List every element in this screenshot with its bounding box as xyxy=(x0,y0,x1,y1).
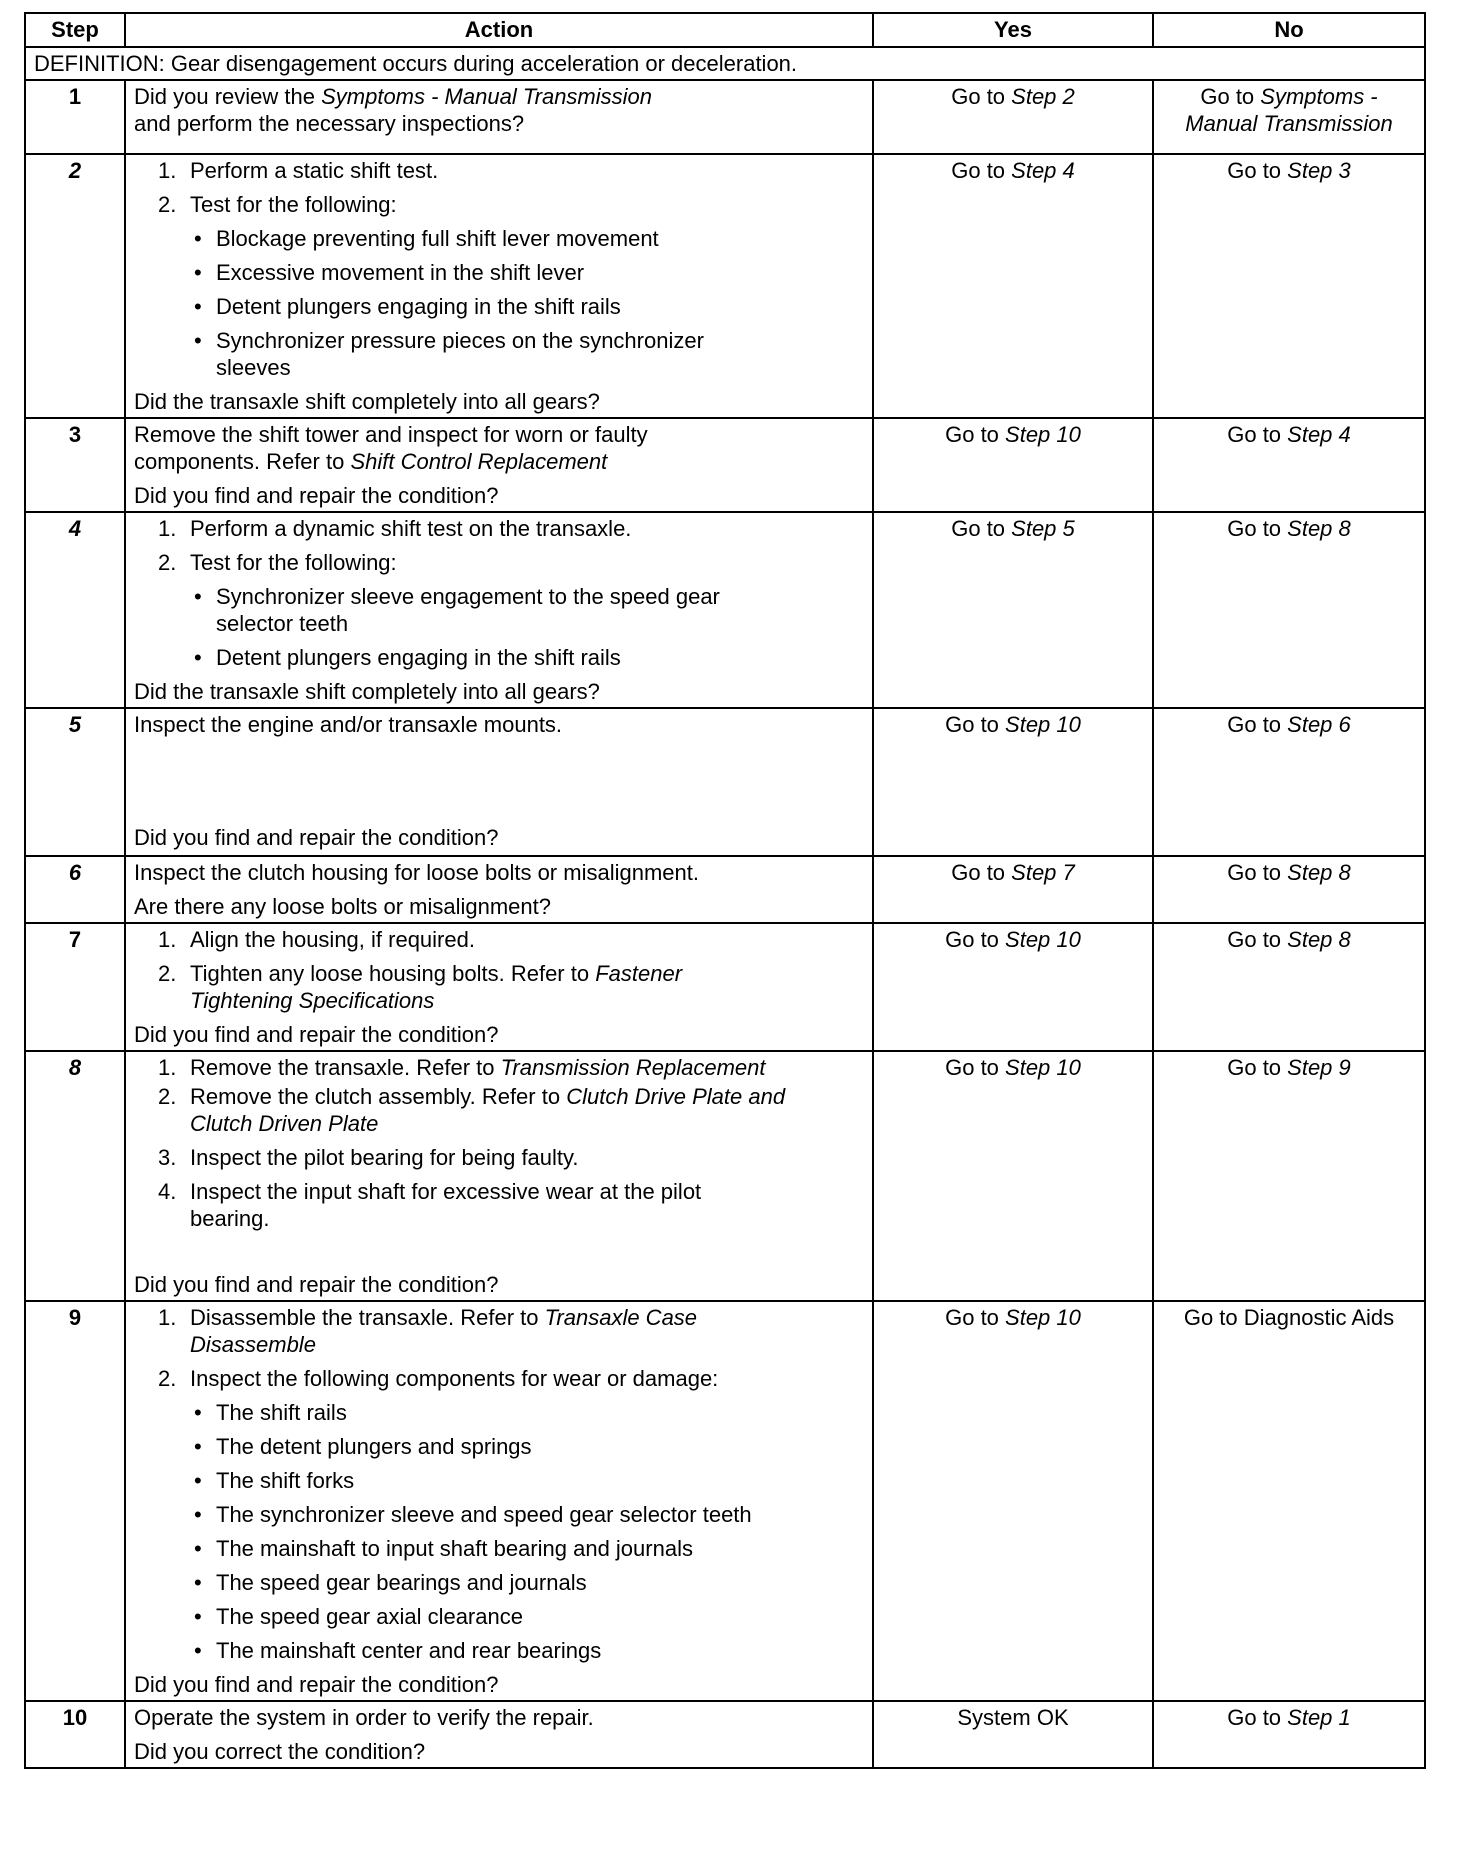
no-cell: Go to Symptoms - Manual Transmission xyxy=(1153,80,1425,154)
table-row xyxy=(25,80,1425,154)
list-item: 4. Inspect the input shaft for excessive wear at the pilot bearing. xyxy=(158,1179,702,1231)
action-text: Inspect the clutch housing for loose bolts or misalignment. xyxy=(134,860,699,885)
table-row xyxy=(25,1051,1425,1301)
list-item: • The shift rails xyxy=(194,1400,347,1425)
yes-cell: Go to Step 10 xyxy=(873,708,1153,856)
action-text: Did you review the Symptoms - Manual Transmission xyxy=(134,84,652,109)
list-item: • The speed gear axial clearance xyxy=(194,1604,523,1629)
table-row xyxy=(25,708,1425,856)
no-cell: Go to Step 1 xyxy=(1153,1701,1425,1768)
step-number: 7 xyxy=(25,923,125,1051)
step-number: 4 xyxy=(25,512,125,708)
action-cell xyxy=(125,708,873,856)
step-number: 1 xyxy=(25,80,125,154)
list-item: 1. Remove the transaxle. Refer to Transmission Replacement xyxy=(158,1055,766,1080)
action-cell xyxy=(125,923,873,1051)
yes-cell: Go to Step 4 xyxy=(873,154,1153,418)
action-cell xyxy=(125,856,873,923)
yes-cell: Go to Step 7 xyxy=(873,856,1153,923)
list-item: • Excessive movement in the shift lever xyxy=(194,260,585,285)
action-text: Remove the shift tower and inspect for worn or faulty components. Refer to Shift Control Replacement xyxy=(134,422,648,474)
no-cell: Go to Step 6 xyxy=(1153,708,1425,856)
action-question: Did you correct the condition? xyxy=(134,1739,426,1764)
header-row xyxy=(25,13,1425,47)
list-item: • The shift forks xyxy=(194,1468,355,1493)
definition-text: DEFINITION: Gear disengagement occurs during acceleration or deceleration. xyxy=(25,47,1425,80)
no-cell: Go to Step 4 xyxy=(1153,418,1425,512)
no-cell: Go to Diagnostic Aids xyxy=(1153,1301,1425,1701)
yes-cell: Go to Step 10 xyxy=(873,923,1153,1051)
list-item: 1. Disassemble the transaxle. Refer to Transaxle Case Disassemble xyxy=(158,1305,698,1357)
action-question: Did you find and repair the condition? xyxy=(134,1022,499,1047)
list-item: • Detent plungers engaging in the shift rails xyxy=(194,645,621,670)
action-question: Did you find and repair the condition? xyxy=(134,1272,499,1297)
list-item: 2. Tighten any loose housing bolts. Refer to Fastener Tightening Specifications xyxy=(158,961,683,1013)
definition-row xyxy=(25,47,1425,80)
list-item: • Detent plungers engaging in the shift rails xyxy=(194,294,621,319)
table-row xyxy=(25,1301,1425,1701)
step-number: 3 xyxy=(25,418,125,512)
action-cell xyxy=(125,80,873,154)
list-item: 2. Inspect the following components for wear or damage: xyxy=(158,1366,719,1391)
header-action: Action xyxy=(125,13,873,47)
no-cell: Go to Step 3 xyxy=(1153,154,1425,418)
no-cell: Go to Step 8 xyxy=(1153,856,1425,923)
list-item: • The detent plungers and springs xyxy=(194,1434,532,1459)
header-no: No xyxy=(1153,13,1425,47)
action-cell xyxy=(125,1051,873,1301)
yes-cell: Go to Step 5 xyxy=(873,512,1153,708)
list-item: • The mainshaft to input shaft bearing and journals xyxy=(194,1536,693,1561)
action-question: Did the transaxle shift completely into all gears? xyxy=(134,679,600,704)
header-step: Step xyxy=(25,13,125,47)
action-cell xyxy=(125,512,873,708)
action-question: Did the transaxle shift completely into all gears? xyxy=(134,389,600,414)
table-row xyxy=(25,923,1425,1051)
list-item: • Synchronizer sleeve engagement to the speed gear selector teeth xyxy=(194,584,720,636)
action-cell xyxy=(125,154,873,418)
no-cell: Go to Step 8 xyxy=(1153,923,1425,1051)
no-cell: Go to Step 9 xyxy=(1153,1051,1425,1301)
yes-cell: Go to Step 2 xyxy=(873,80,1153,154)
header-yes: Yes xyxy=(873,13,1153,47)
action-question: and perform the necessary inspections? xyxy=(134,111,525,136)
step-number: 6 xyxy=(25,856,125,923)
list-item: 1. Perform a static shift test. xyxy=(158,158,439,183)
table-row xyxy=(25,154,1425,418)
table-row xyxy=(25,418,1425,512)
yes-cell: System OK xyxy=(873,1701,1153,1768)
list-item: 1. Align the housing, if required. xyxy=(158,927,475,952)
step-number: 8 xyxy=(25,1051,125,1301)
list-item: • The mainshaft center and rear bearings xyxy=(194,1638,602,1663)
action-cell xyxy=(125,1701,873,1768)
action-question: Did you find and repair the condition? xyxy=(134,825,499,850)
step-number: 9 xyxy=(25,1301,125,1701)
yes-cell: Go to Step 10 xyxy=(873,418,1153,512)
list-item: • The synchronizer sleeve and speed gear selector teeth xyxy=(194,1502,752,1527)
list-item: 2. Test for the following: xyxy=(158,192,397,217)
list-item: • Synchronizer pressure pieces on the synchronizer sleeves xyxy=(194,328,704,380)
table-row xyxy=(25,512,1425,708)
yes-cell: Go to Step 10 xyxy=(873,1301,1153,1701)
action-text: Inspect the engine and/or transaxle mounts. xyxy=(134,712,563,737)
action-question: Are there any loose bolts or misalignment? xyxy=(134,894,551,919)
symptoms-reference: Symptoms - Manual Transmission xyxy=(321,84,652,109)
table-row xyxy=(25,856,1425,923)
action-question: Did you find and repair the condition? xyxy=(134,483,499,508)
step-number: 2 xyxy=(25,154,125,418)
table-row xyxy=(25,1701,1425,1768)
action-cell xyxy=(125,418,873,512)
no-cell: Go to Step 8 xyxy=(1153,512,1425,708)
list-item: 1. Perform a dynamic shift test on the transaxle. xyxy=(158,516,632,541)
list-item: 3. Inspect the pilot bearing for being faulty. xyxy=(158,1145,579,1170)
action-cell xyxy=(125,1301,873,1701)
diagnostic-table xyxy=(24,12,1426,1769)
list-item: 2. Test for the following: xyxy=(158,550,397,575)
list-item: • Blockage preventing full shift lever movement xyxy=(194,226,659,251)
action-text: Operate the system in order to verify the repair. xyxy=(134,1705,594,1730)
list-item: 2. Remove the clutch assembly. Refer to Clutch Drive Plate and Clutch Driven Plate xyxy=(158,1084,786,1136)
yes-cell: Go to Step 10 xyxy=(873,1051,1153,1301)
list-item: • The speed gear bearings and journals xyxy=(194,1570,587,1595)
step-number: 10 xyxy=(25,1701,125,1768)
action-question: Did you find and repair the condition? xyxy=(134,1672,499,1697)
step-number: 5 xyxy=(25,708,125,856)
